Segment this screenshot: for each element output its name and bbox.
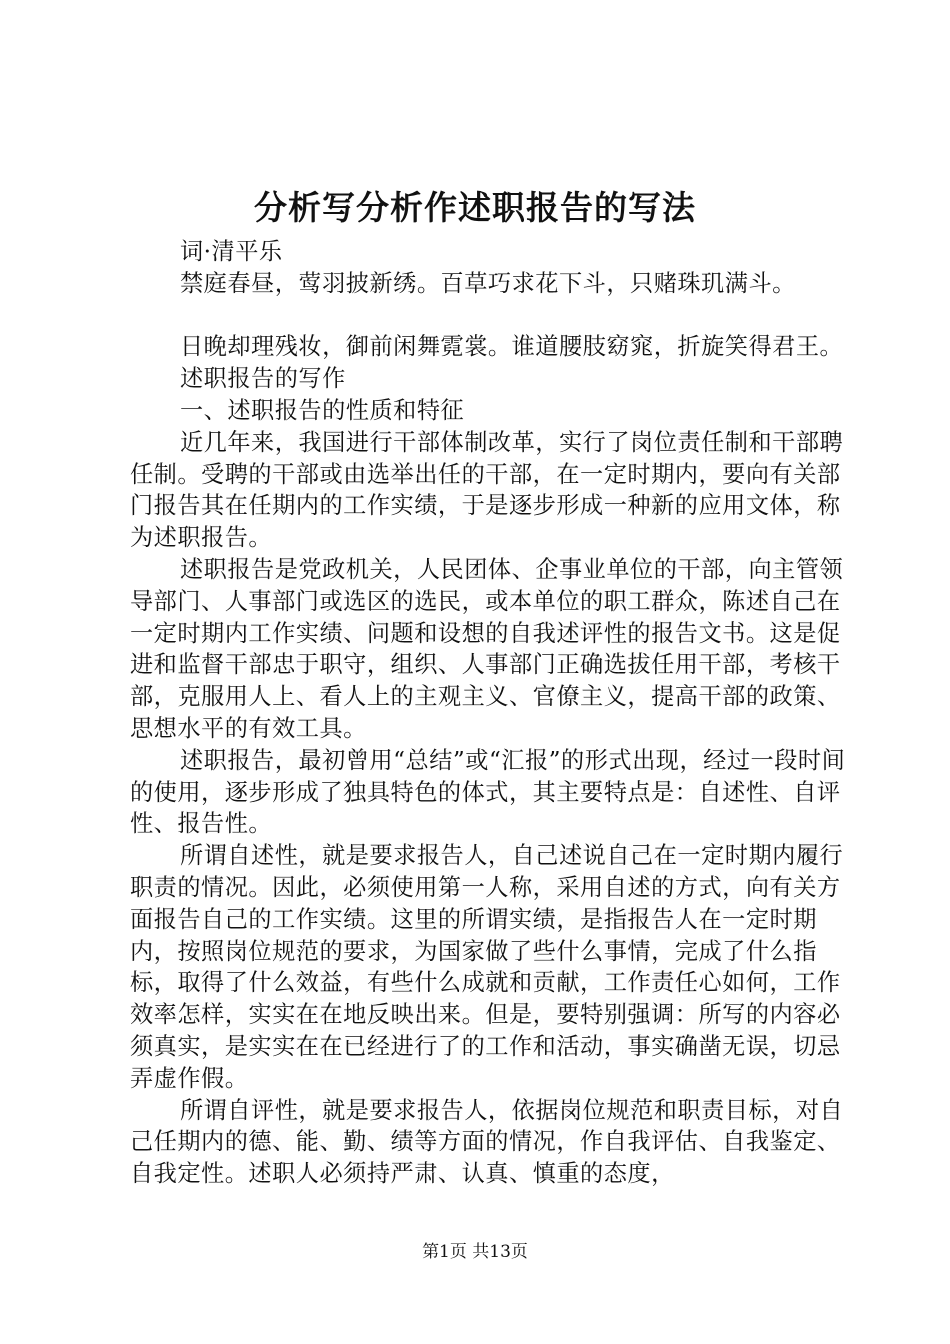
poem-line-1: 禁庭春昼，莺羽披新绣。百草巧求花下斗，只赌珠玑满斗。 — [180, 269, 796, 297]
paragraph-4: 所谓自述性，就是要求报告人，自己述说自己在一定时期内履行职责的情况。因此，必须使用第一人称，采用自述的方式，向有关方面报告自己的工作实绩。这里的所谓实绩，是指报告人在一定时期内，按照岗位规范的要求，为国家做了些什么事情，完成了什么指标，取得了什么效益，有些什么成就和贡献，工作责任心如何，工作效率怎样，实实在在地反映出来。但是，要特别强调：所写的内容必须真实，是实实在在已经进行了的工作和活动，事实确凿无误，切忌弄虚作假。 — [130, 842, 844, 1092]
document-title: 分析写分析作述职报告的写法 — [254, 188, 696, 227]
document-body — [130, 236, 852, 1190]
blank-line — [130, 300, 852, 332]
paragraph-5: 所谓自评性，就是要求报告人，依据岗位规范和职责目标，对自己任期内的德、能、勤、绩等方面的情况，作自我评估、自我鉴定、自我定性。述职人必须持严肃、认真、慎重的态度， — [130, 1096, 844, 1188]
section-title: 述职报告的写作 — [180, 365, 346, 393]
paragraph-2: 述职报告是党政机关，人民团体、企事业单位的干部，向主管领导部门、人事部门或选区的选民，或本单位的职工群众，陈述自己在一定时期内工作实绩、问题和设想的自我述评性的报告文书。这是促进和监督干部忠于职守，组织、人事部门正确选拔任用干部，考核干部，克服用人上、看人上的主观主义、官僚主义，提高干部的政策、思想水平的有效工具。 — [130, 555, 844, 742]
poem-line-2: 日晚却理残妆，御前闲舞霓裳。谁道腰肢窈窕，折旋笑得君王。 — [180, 333, 844, 361]
heading-1: 一、述职报告的性质和特征 — [180, 396, 465, 424]
page-footer: 第1页 共13页 — [422, 1242, 528, 1262]
paragraph-3: 述职报告，最初曾用“总结”或“汇报”的形式出现，经过一段时间的使用，逐步形成了独具特色的体式，其主要特点是：自述性、自评性、报告性。 — [130, 746, 846, 838]
paragraph-1: 近几年来，我国进行干部体制改革，实行了岗位责任制和干部聘任制。受聘的干部或由选举出任的干部，在一定时期内，要向有关部门报告其在任期内的工作实绩，于是逐步形成一种新的应用文体，称为述职报告。 — [130, 428, 844, 552]
poem-title: 词·清平乐 — [180, 238, 283, 265]
